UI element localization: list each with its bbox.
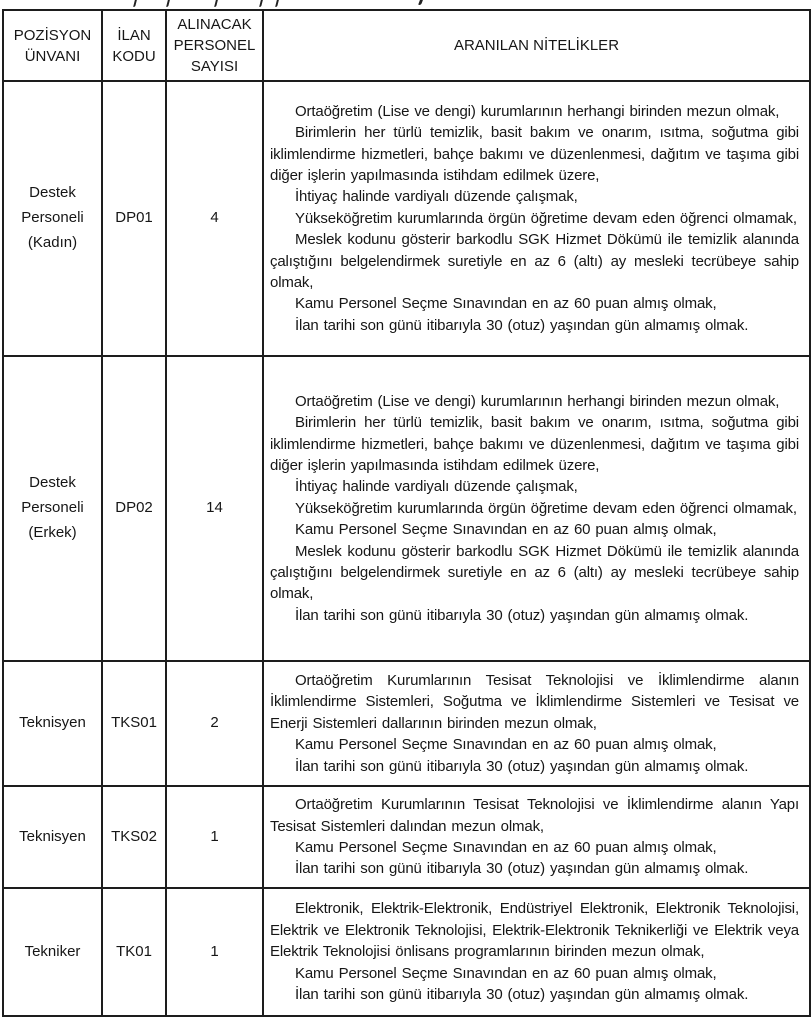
code-cell: DP01 [102,81,166,356]
descender-mark [418,0,423,5]
position-cell: Teknisyen [3,661,102,786]
header-row [3,10,810,81]
position-cell: Teknisyen [3,786,102,888]
qualification-item: Kamu Personel Seçme Sınavından en az 60 puan almış olmak, [295,521,717,539]
count-cell: 2 [166,661,263,786]
qualification-item: Ortaöğretim (Lise ve dengi) kurumlarının herhangi birinden mezun olmak, [295,392,780,410]
count-cell: 1 [166,786,263,888]
descender-mark [214,0,218,7]
qualification-item: Ortaöğretim Kurumlarının Tesisat Teknolojisi ve İklimlendirme alanın İklimlendirme Sistemleri, Soğutma ve İklimlendirme Sistemleri ve Tesisat ve Enerji Sistemleri dallarının birinden mezun olmak, [270,671,799,732]
qualification-item: İlan tarihi son günü itibarıyla 30 (otuz) yaşından gün almamış olmak. [295,606,749,624]
qualification-item: Birimlerin her türlü temizlik, basit bakım ve onarım, ısıtma, soğutma gibi iklimlendirme hizmetleri, bahçe bakımı ve düzenlenmesi, dağıtım ve taşıma gibi diğer işlerin yapılmasında istihdam edilmek üzere, [270,414,799,474]
qualification-item: Kamu Personel Seçme Sınavından en az 60 puan almış olmak, [295,736,717,754]
code-cell: TK01 [102,888,166,1016]
position-cell: Tekniker [3,888,102,1016]
descender-mark [275,0,279,7]
recruitment-table [2,9,811,1017]
qualification-item: Meslek kodunu gösterir barkodlu SGK Hizmet Dökümü ile temizlik alanında çalıştığını belgelendirmek suretiyle en az 6 (altı) ay mesleki tecrübeye sahip olmak, [270,542,799,603]
descender-mark [133,0,137,7]
descender-mark [166,0,170,7]
qualification-item: İlan tarihi son günü itibarıyla 30 (otuz) yaşından gün almamış olmak. [295,757,749,775]
qualification-item: Ortaöğretim (Lise ve dengi) kurumlarının herhangi birinden mezun olmak, [295,102,780,120]
clipped-text-remnant [0,0,811,9]
position-cell: Destek Personeli (Kadın) [3,81,102,356]
table-row [3,661,810,786]
code-cell: TKS01 [102,661,166,786]
qualification-item: Birimlerin her türlü temizlik, basit bakım ve onarım, ısıtma, soğutma gibi iklimlendirme hizmetleri, bahçe bakımı ve düzenlenmesi, dağıtım ve taşıma gibi diğer işlerin yapılmasında istihdam edilmek üzere, [270,124,799,184]
count-cell: 4 [166,81,263,356]
qualification-item: Ortaöğretim Kurumlarının Tesisat Teknolojisi ve İklimlendirme alanın Yapı Tesisat Sistemleri dalından mezun olmak, [270,796,799,835]
count-cell: 14 [166,356,263,661]
qualifications-cell [263,786,810,888]
qualifications-cell [263,356,810,661]
qualification-item: İhtiyaç halinde vardiyalı düzende çalışmak, [295,478,578,496]
table-row [3,81,810,356]
header-announcement-code: İLAN KODU [102,10,166,81]
qualification-item: Yükseköğretim kurumlarında örgün öğretime devam eden öğrenci olmamak, [295,209,797,227]
descender-mark [259,0,263,7]
qualification-item: İlan tarihi son günü itibarıyla 30 (otuz) yaşından gün almamış olmak. [295,986,749,1004]
qualification-item: Kamu Personel Seçme Sınavından en az 60 puan almış olmak, [295,964,717,982]
header-position-title: POZİSYON ÜNVANI [3,10,102,81]
qualification-item: İlan tarihi son günü itibarıyla 30 (otuz) yaşından gün almamış olmak. [295,316,749,334]
table-row [3,786,810,888]
qualification-item: Yükseköğretim kurumlarında örgün öğretime devam eden öğrenci olmamak, [295,499,797,517]
table-body [3,81,810,1016]
qualification-item: Kamu Personel Seçme Sınavından en az 60 puan almış olmak, [295,295,717,313]
qualifications-cell [263,888,810,1016]
code-cell: TKS02 [102,786,166,888]
table-row [3,888,810,1016]
qualification-item: İhtiyaç halinde vardiyalı düzende çalışmak, [295,188,578,206]
qualification-item: İlan tarihi son günü itibarıyla 30 (otuz) yaşından gün almamış olmak. [295,860,749,878]
qualifications-cell [263,81,810,356]
qualification-item: Elektronik, Elektrik-Elektronik, Endüstriyel Elektronik, Elektronik Teknolojisi, Elektrik ve Elektronik Teknolojisi, Elektrik-Elektronik Teknikerliği ve Elektrik veya Elektrik Teknolojisi önlisans programlarının birinden mezun olmak, [270,900,799,961]
qualification-item: Kamu Personel Seçme Sınavından en az 60 puan almış olmak, [295,839,717,856]
qualification-item: Meslek kodunu gösterir barkodlu SGK Hizmet Dökümü ile temizlik alanında çalıştığını belgelendirmek suretiyle en az 6 (altı) ay mesleki tecrübeye sahip olmak, [270,231,799,292]
position-cell: Destek Personeli (Erkek) [3,356,102,661]
table-row [3,356,810,661]
count-cell: 1 [166,888,263,1016]
header-personnel-count: ALINACAK PERSONEL SAYISI [166,10,263,81]
header-required-qualifications: ARANILAN NİTELİKLER [263,10,810,81]
qualifications-cell [263,661,810,786]
table-header [3,10,810,81]
code-cell: DP02 [102,356,166,661]
